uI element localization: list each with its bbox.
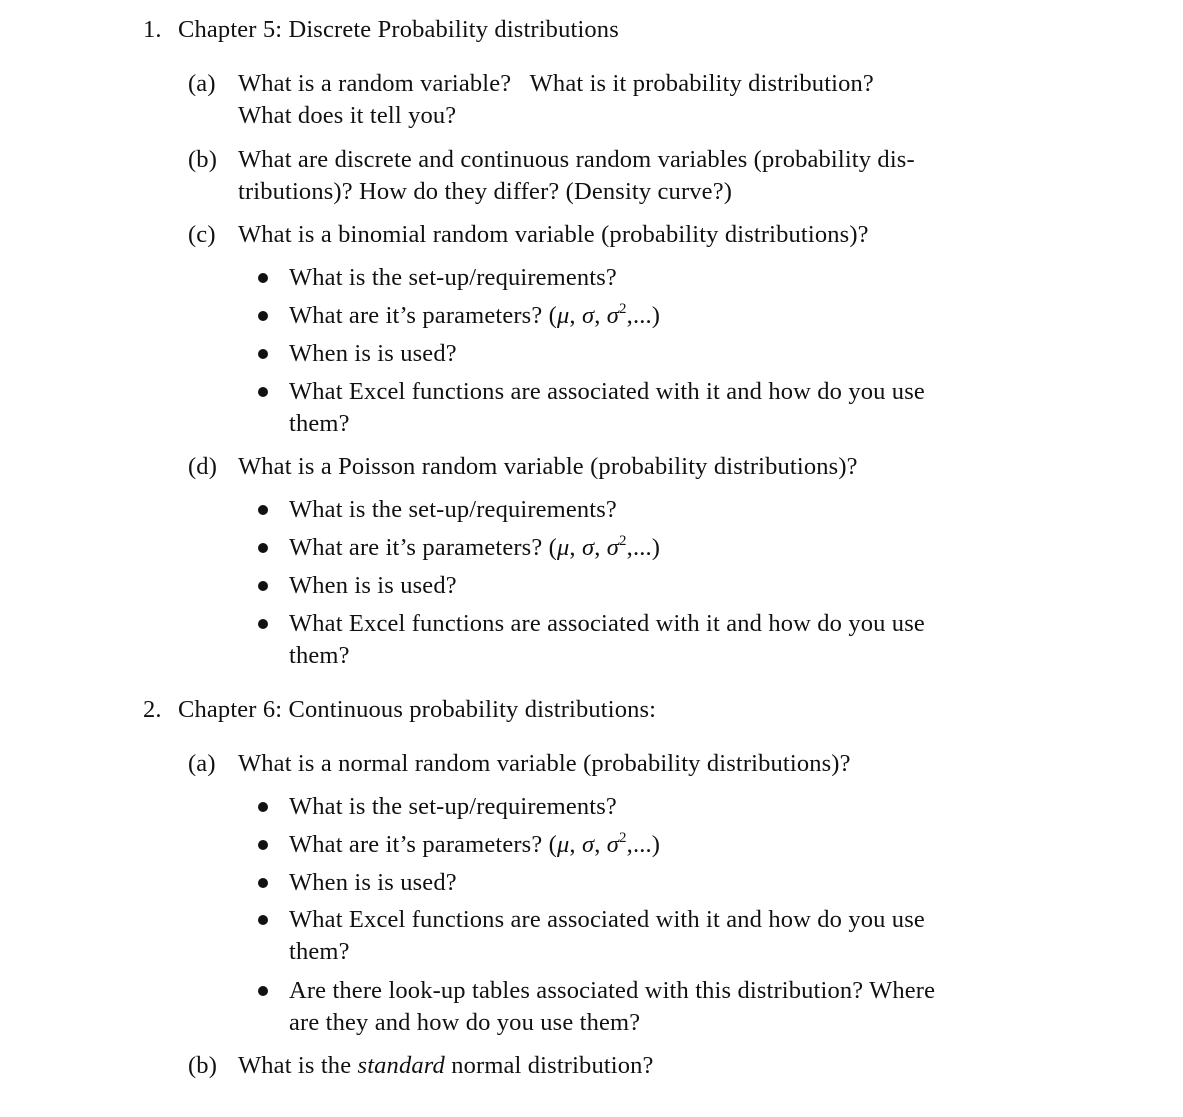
item-1a-line-1: What is a random variable? What is it probability distribution? xyxy=(238,70,874,97)
item-1a-line-2: What does it tell you? xyxy=(238,102,457,129)
item-1d-label: (d) xyxy=(188,453,218,480)
item-1c-bullet-setup: What is the set-up/requirements? xyxy=(289,264,617,291)
item-1d-bullet-used: When is is used? xyxy=(289,572,457,599)
item-2a-bullet-tables-1: Are there look-up tables associated with this distribution? Where xyxy=(289,977,936,1004)
bullet-dot xyxy=(258,311,268,321)
section-2-number: 2. xyxy=(143,696,162,723)
sigma-symbol: σ xyxy=(581,302,595,329)
section-2-title: Chapter 6: Continuous probability distributions: xyxy=(178,696,657,723)
mu-symbol: μ xyxy=(556,831,570,858)
item-2a-bullet-setup: What is the set-up/requirements? xyxy=(289,793,617,820)
section-1-heading xyxy=(143,14,619,46)
item-1c-bullet-used: When is is used? xyxy=(289,340,457,367)
item-2a-bullet-used: When is is used? xyxy=(289,869,457,896)
bullet-dot xyxy=(258,505,268,515)
item-1d-bullet-excel-2: them? xyxy=(289,642,350,669)
item-2a-bullet-excel-2: them? xyxy=(289,938,350,965)
item-1d-bullet-excel-1: What Excel functions are associated with it and how do you use xyxy=(289,610,925,637)
item-1c-bullet-params: What are it’s parameters? (μ, σ, $\sigma^2$,...) xyxy=(289,301,661,329)
bullet-dot xyxy=(258,273,268,283)
emphasized-word: standard xyxy=(357,1052,445,1079)
bullet-dot xyxy=(258,543,268,553)
exponent: 2 xyxy=(619,830,627,846)
item-1b-line-2: tributions)? How do they differ? (Density curve?) xyxy=(238,178,733,205)
section-2-heading xyxy=(143,694,656,726)
bullet-dot xyxy=(258,802,268,812)
item-1c-line-1: What is a binomial random variable (probability distributions)? xyxy=(238,221,869,248)
bullet-dot xyxy=(258,878,268,888)
exponent: 2 xyxy=(619,533,627,549)
bullet-dot xyxy=(258,840,268,850)
bullet-dot xyxy=(258,387,268,397)
section-1-title: Chapter 5: Discrete Probability distributions xyxy=(178,16,619,43)
bullet-dot xyxy=(258,986,268,996)
item-1c-bullet-excel-1: What Excel functions are associated with it and how do you use xyxy=(289,378,925,405)
item-2a-bullet-params: What are it’s parameters? (μ, σ, $\sigma^2$,...) xyxy=(289,830,661,858)
item-1c-bullet-excel-2: them? xyxy=(289,410,350,437)
item-1d-bullet-params: What are it’s parameters? (μ, σ, $\sigma^2$,...) xyxy=(289,533,661,561)
sigma-symbol: σ xyxy=(606,302,620,329)
item-2a-line-1: What is a normal random variable (probability distributions)? xyxy=(238,750,851,777)
item-1b-line-1: What are discrete and continuous random variables (probability dis- xyxy=(238,146,915,173)
sigma-symbol: σ xyxy=(606,831,620,858)
item-1d-line-1: What is a Poisson random variable (probability distributions)? xyxy=(238,453,858,480)
section-1-number: 1. xyxy=(143,16,162,43)
mu-symbol: μ xyxy=(556,302,570,329)
item-2b-label: (b) xyxy=(188,1052,218,1079)
item-1d-bullet-setup: What is the set-up/requirements? xyxy=(289,496,617,523)
item-2a-label: (a) xyxy=(188,750,216,777)
mu-symbol: μ xyxy=(556,534,570,561)
item-2b-text: What is the standard normal distribution? xyxy=(238,1052,654,1079)
sigma-symbol: σ xyxy=(606,534,620,561)
bullet-dot xyxy=(258,349,268,359)
sigma-symbol: σ xyxy=(581,534,595,561)
item-1b-label: (b) xyxy=(188,146,218,173)
bullet-dot xyxy=(258,619,268,629)
item-1c-label: (c) xyxy=(188,221,216,248)
bullet-dot xyxy=(258,581,268,591)
bullet-dot xyxy=(258,915,268,925)
sigma-symbol: σ xyxy=(581,831,595,858)
item-1a-label: (a) xyxy=(188,70,216,97)
exponent: 2 xyxy=(619,301,627,317)
item-2a-bullet-excel-1: What Excel functions are associated with it and how do you use xyxy=(289,906,925,933)
item-2a-bullet-tables-2: are they and how do you use them? xyxy=(289,1009,641,1036)
